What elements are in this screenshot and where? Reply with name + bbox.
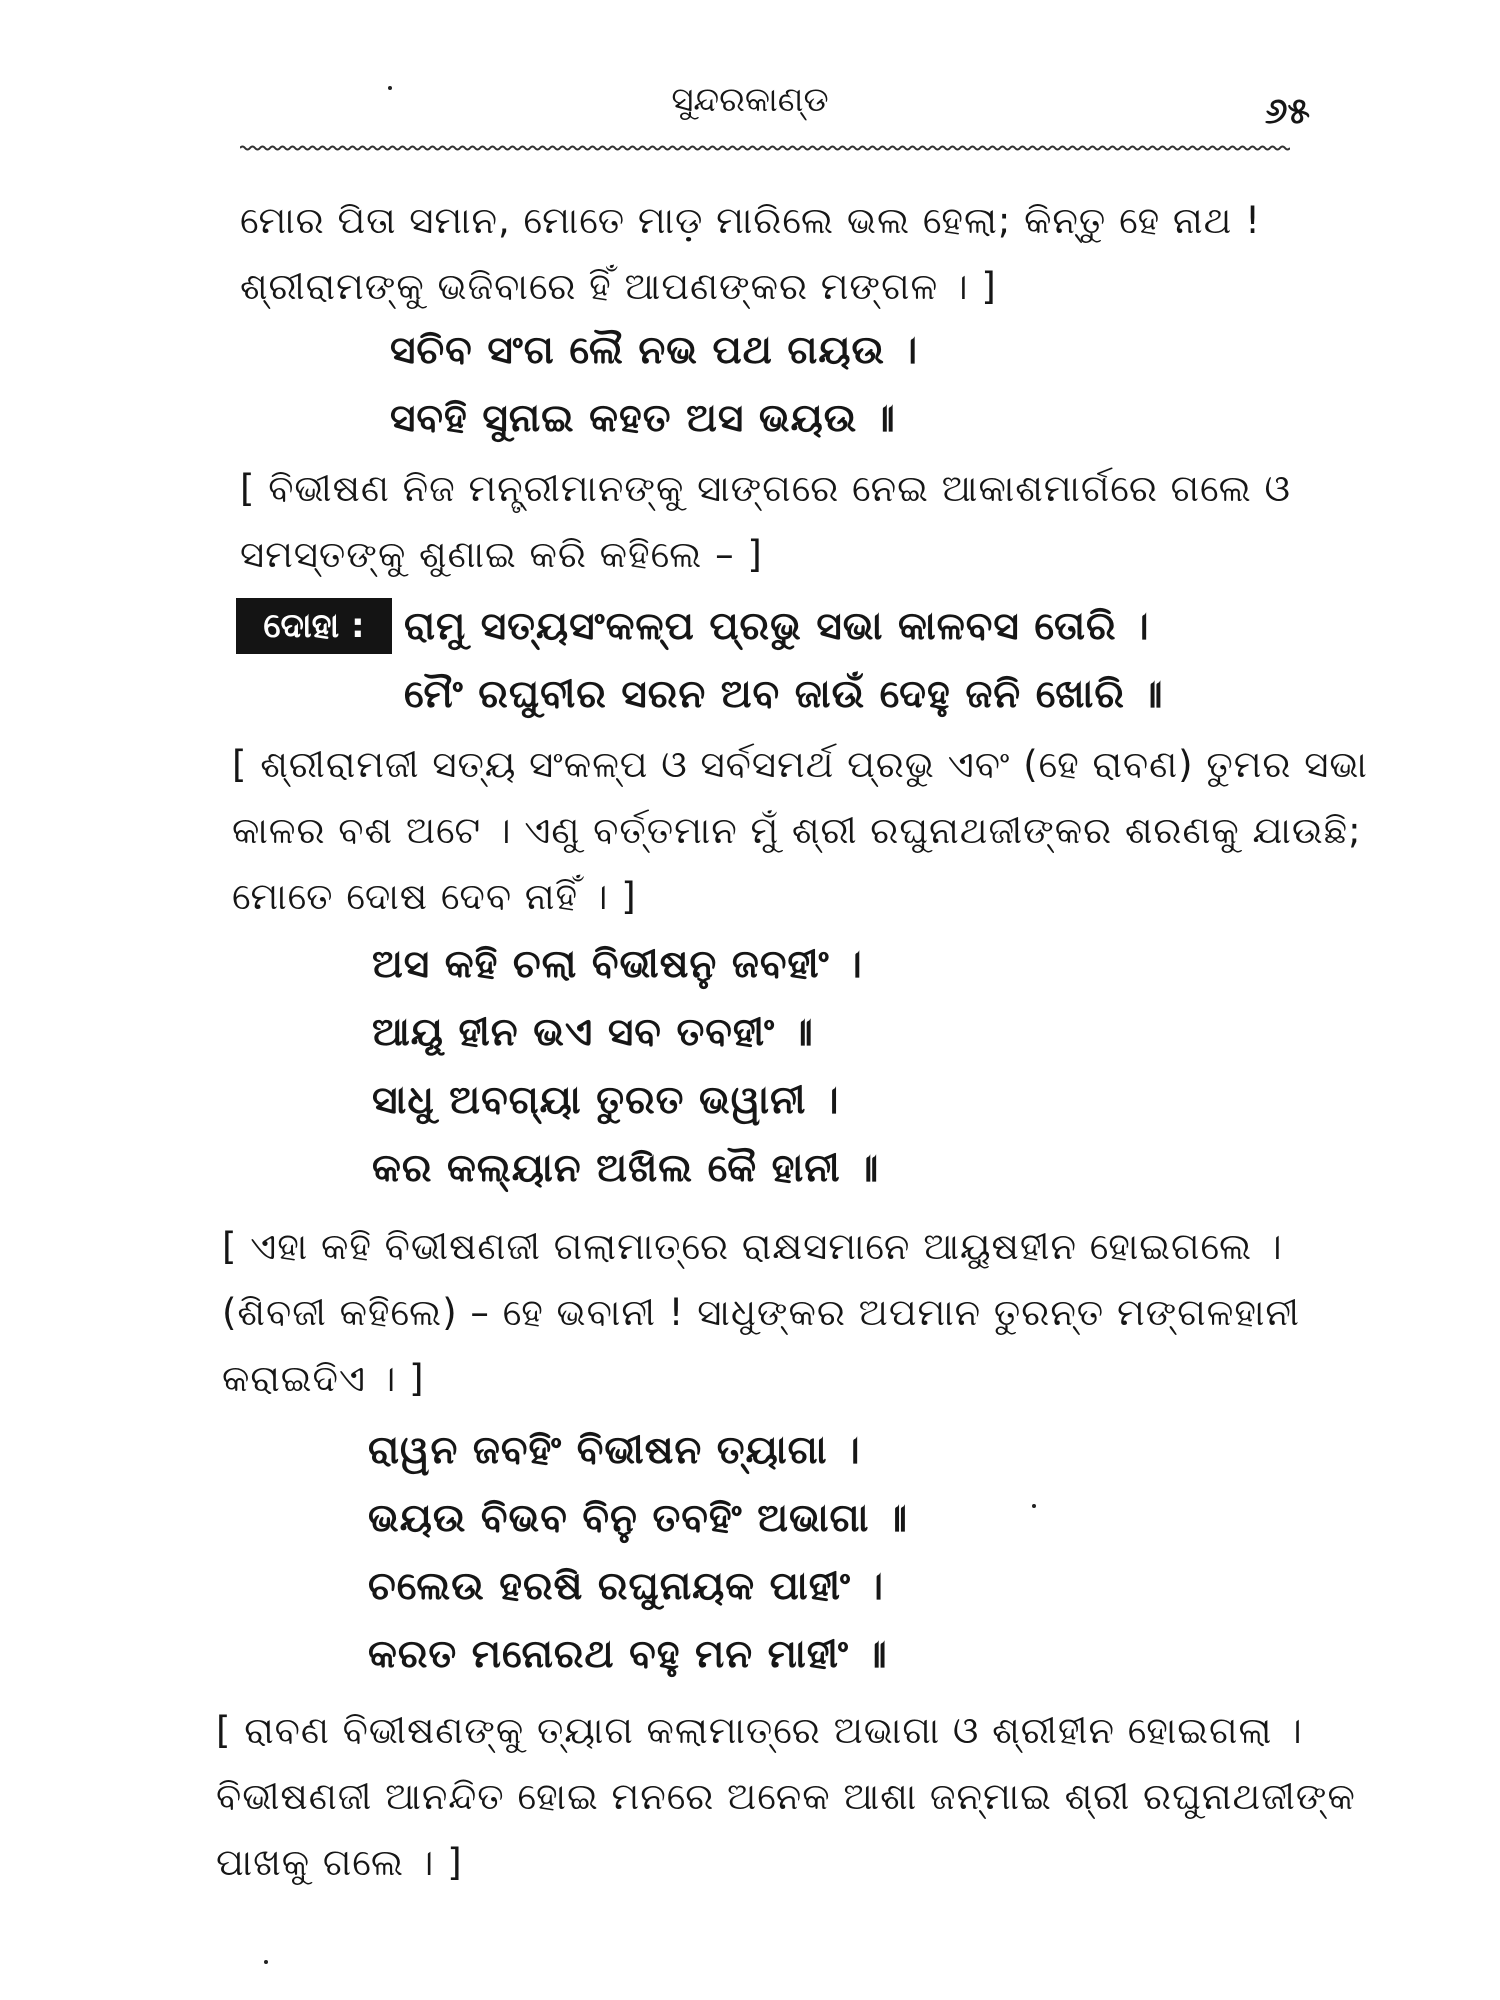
verse-line-4: ଆୟୂ ହୀନ ଭଏ ସବ ତବହୀଂ ॥ bbox=[372, 1010, 814, 1055]
doha-label: ଦୋହା : bbox=[236, 598, 392, 654]
text-line-2: ଶ୍ରୀରାମଙ୍କୁ ଭଜିବାରେ ହିଁ ଆପଣଙ୍କର ମଙ୍ଗଳ । ] bbox=[240, 265, 997, 308]
verse-line-9: ଚଲେଉ ହରଷି ରଘୁନାୟକ ପାହୀଂ । bbox=[368, 1564, 885, 1609]
doha-line-1: ରାମୁ ସତ୍ୟସଂକଳ୍ପ ପ୍ରଭୁ ସଭା କାଳବସ ତୋରି । bbox=[404, 604, 1150, 649]
verse-line-1: ସଚିବ ସଂଗ ଲୈ ନଭ ପଥ ଗୟଉ । bbox=[390, 328, 919, 373]
text-line-9: (ଶିବଜୀ କହିଲେ) – ହେ ଭବାନୀ ! ସାଧୁଙ୍କର ଅପମାନ ତୁରନ୍ତ ମଙ୍ଗଳହାନୀ bbox=[222, 1291, 1300, 1334]
text-line-11: [ ରାବଣ ବିଭୀଷଣଙ୍କୁ ତ୍ୟାଗ କଲାମାତ୍ରେ ଅଭାଗା ଓ ଶ୍ରୀହୀନ ହୋଇଗଲା । bbox=[216, 1709, 1303, 1752]
text-line-8: [ ଏହା କହି ବିଭୀଷଣଜୀ ଗଲାମାତ୍ରେ ରାକ୍ଷସମାନେ ଆୟୁଷହୀନ ହୋଇଗଲେ । bbox=[222, 1225, 1283, 1268]
text-line-5: [ ଶ୍ରୀରାମଜୀ ସତ୍ୟ ସଂକଳ୍ପ ଓ ସର୍ବସମର୍ଥ ପ୍ରଭୁ ଏବଂ (ହେ ରାବଣ) ତୁମର ସଭା bbox=[232, 743, 1368, 786]
verse-line-7: ରାୱନ ଜବହିଂ ବିଭୀଷନ ତ୍ୟାଗା । bbox=[368, 1428, 861, 1473]
page-number: ୬୫ bbox=[1264, 91, 1310, 132]
print-speck bbox=[388, 86, 392, 90]
verse-line-8: ଭୟଉ ବିଭବ ବିନୁ ତବହିଂ ଅଭାଗା ॥ bbox=[368, 1496, 909, 1541]
chapter-title: ସୁନ୍ଦରକାଣ୍ଡ bbox=[671, 80, 829, 120]
text-line-12: ବିଭୀଷଣଜୀ ଆନନ୍ଦିତ ହୋଇ ମନରେ ଅନେକ ଆଶା ଜନ୍ମାଇ ଶ୍ରୀ ରଘୁନାଥଜୀଙ୍କ bbox=[216, 1775, 1356, 1818]
text-line-13: ପାଖକୁ ଗଲେ । ] bbox=[216, 1841, 463, 1884]
verse-line-6: କର କଲ୍ୟାନ ଅଖିଲ କୈ ହାନୀ ॥ bbox=[372, 1146, 880, 1191]
wavy-rule bbox=[240, 140, 1290, 156]
verse-line-3: ଅସ କହି ଚଲା ବିଭୀଷନୁ ଜବହୀଂ । bbox=[372, 942, 863, 987]
doha-line-2: ମୈଂ ରଘୁବୀର ସରନ ଅବ ଜାଉଁ ଦେହୁ ଜନି ଖୋରି ॥ bbox=[404, 672, 1164, 717]
text-line-1: ମୋର ପିତା ସମାନ, ମୋତେ ମାଡ଼ ମାରିଲେ ଭଲ ହେଲା; କିନ୍ତୁ ହେ ନାଥ ! bbox=[240, 199, 1261, 242]
text-line-4: ସମସ୍ତଙ୍କୁ ଶୁଣାଇ କରି କହିଲେ – ] bbox=[240, 533, 763, 576]
text-line-7: ମୋତେ ଦୋଷ ଦେବ ନାହିଁ । ] bbox=[232, 875, 637, 918]
print-speck bbox=[1032, 1504, 1036, 1508]
text-line-10: କରାଇଦିଏ । ] bbox=[222, 1357, 425, 1400]
verse-line-10: କରତ ମନୋରଥ ବହୁ ମନ ମାହୀଂ ॥ bbox=[368, 1632, 888, 1677]
text-line-3: [ ବିଭୀଷଣ ନିଜ ମନ୍ତ୍ରୀମାନଙ୍କୁ ସାଙ୍ଗରେ ନେଇ ଆକାଶମାର୍ଗରେ ଗଲେ ଓ bbox=[240, 467, 1292, 510]
verse-line-2: ସବହି ସୁନାଇ କହତ ଅସ ଭୟଉ ॥ bbox=[390, 396, 896, 441]
text-line-6: କାଳର ବଶ ଅଟେ । ଏଣୁ ବର୍ତ୍ତମାନ ମୁଁ ଶ୍ରୀ ରଘୁନାଥଜୀଙ୍କର ଶରଣକୁ ଯାଉଛି; bbox=[232, 809, 1362, 852]
verse-line-5: ସାଧୁ ଅବଗ୍ୟା ତୁରତ ଭୱାନୀ । bbox=[372, 1078, 840, 1123]
print-speck bbox=[264, 1960, 268, 1964]
